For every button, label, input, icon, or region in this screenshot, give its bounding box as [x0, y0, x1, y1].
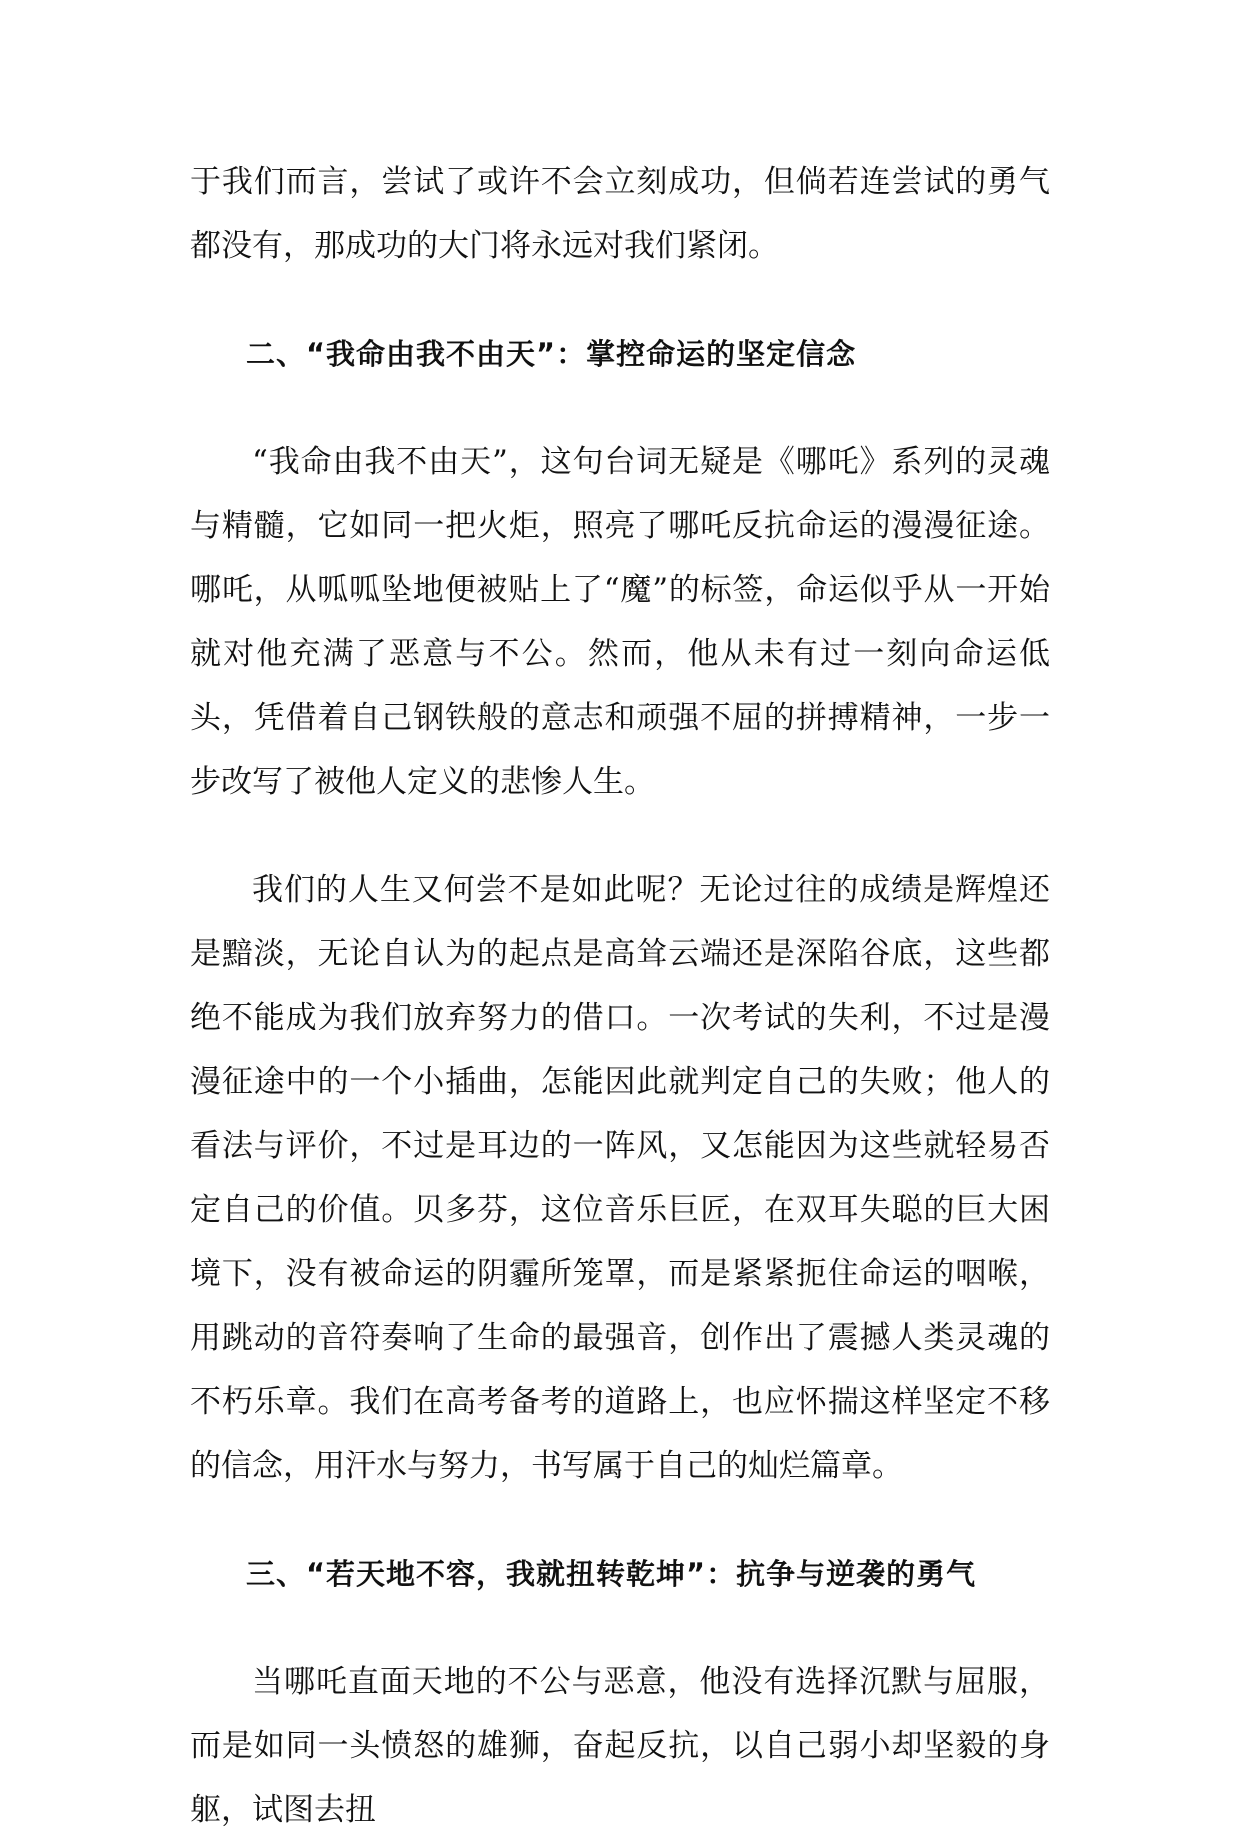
paragraph-continuation: 于我们而言，尝试了或许不会立刻成功，但倘若连尝试的勇气都没有，那成功的大门将永远对我们紧闭。: [190, 164, 1050, 264]
document-page: [190, 150, 1050, 1842]
paragraph-life: 我们的人生又何尝不是如此呢？无论过往的成绩是辉煌还是黯淡，无论自认为的起点是高耸云端还是深陷谷底，这些都绝不能成为我们放弃努力的借口。一次考试的失利，不过是漫漫征途中的一个小插曲，怎能因此就判定自己的失败；他人的看法与评价，不过是耳边的一阵风，又怎能因为这些就轻易否定自己的价值。贝多芬，这位音乐巨匠，在双耳失聪的巨大困境下，没有被命运的阴霾所笼罩，而是紧紧扼住命运的咽喉，用跳动的音符奏响了生命的最强音，创作出了震撼人类灵魂的不朽乐章。我们在高考备考的道路上，也应怀揣这样坚定不移的信念，用汗水与努力，书写属于自己的灿烂篇章。: [190, 872, 1050, 1484]
paragraph-resistance: 当哪吒直面天地的不公与恶意，他没有选择沉默与屈服，而是如同一头愤怒的雄狮，奋起反抗，以自己弱小却坚毅的身躯，试图去扭: [190, 1664, 1050, 1828]
paragraph-destiny: “我命由我不由天”，这句台词无疑是《哪吒》系列的灵魂与精髓，它如同一把火炬，照亮了哪吒反抗命运的漫漫征途。哪吒，从呱呱坠地便被贴上了“魔”的标签，命运似乎从一开始就对他充满了恶意与不公。然而，他从未有过一刻向命运低头，凭借着自己钢铁般的意志和顽强不屈的拼搏精神，一步一步改写了被他人定义的悲惨人生。: [190, 444, 1050, 800]
section-heading-3: 三、“若天地不容，我就扭转乾坤”：抗争与逆袭的勇气: [246, 1557, 977, 1591]
section-heading-2: 二、“我命由我不由天”：掌控命运的坚定信念: [246, 337, 857, 371]
